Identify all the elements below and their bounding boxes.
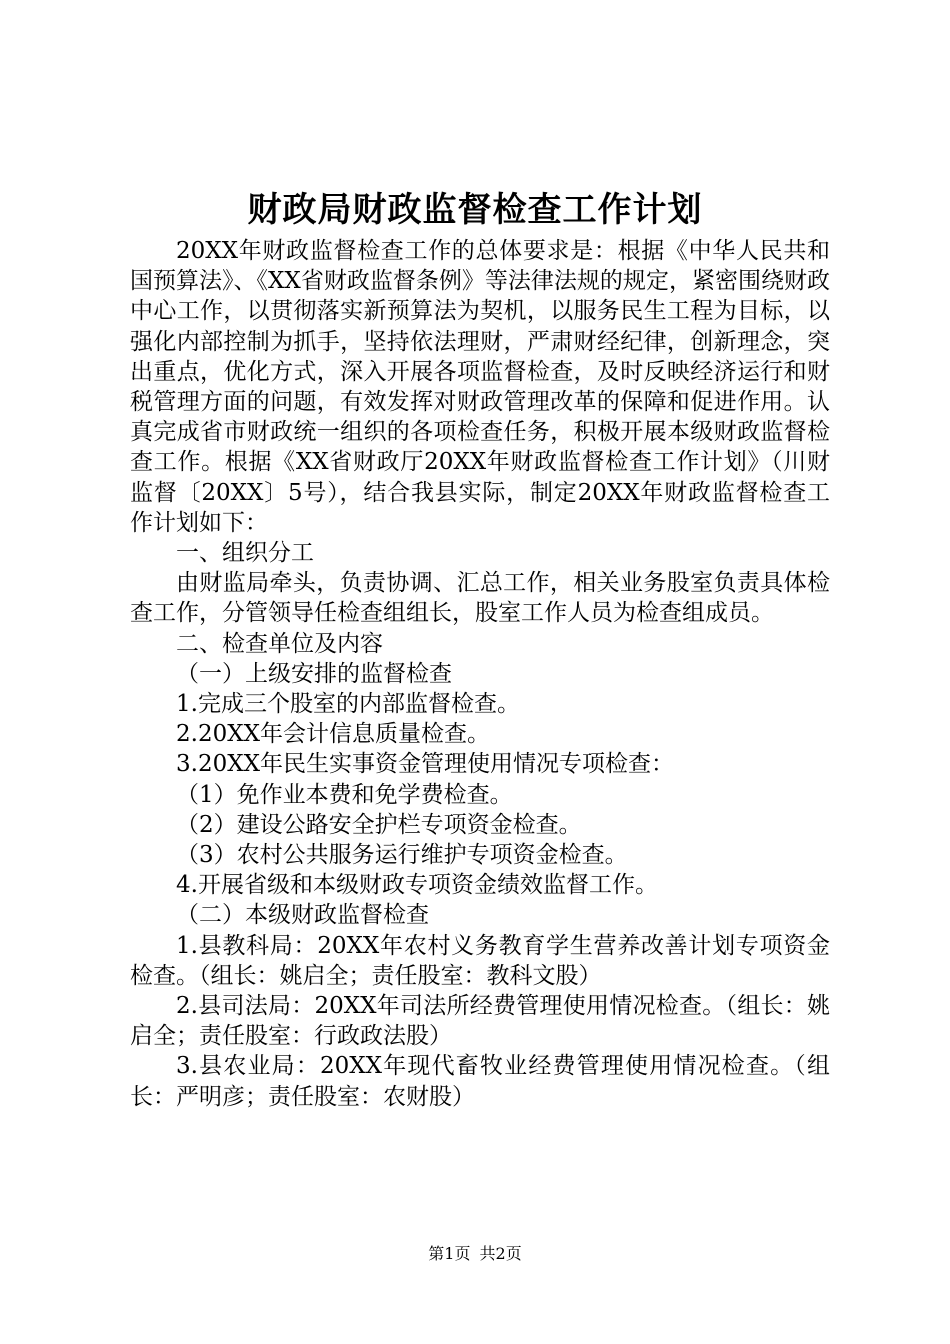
heading-organization: 一、组织分工 [176,540,314,567]
page-footer [0,1243,950,1265]
document-title: 财政局财政监督检查工作计划 [247,190,703,230]
subheading-local-inspection: （二）本级财政监督检查 [176,902,429,929]
heading-inspection-units: 二、检查单位及内容 [176,630,383,657]
paragraph-intro: 20XX年财政监督检查工作的总体要求是：根据《中华人民共和国预算法》、《XX省财政监督条例》等法律法规的规定，紧密围绕财政中心工作，以贯彻落实新预算法为契机，以服务民生工程为目标，以强化内部控制为抓手，坚持依法理财，严肃财经纪律，创新理念，突出重点，优化方式，深入开展各项监督检查，及时反映经济运行和财税管理方面的问题，有效发挥对财政管理改革的保障和促进作用。认真完成省市财政统一组织的各项检查任务，积极开展本级财政监督检查工作。根据《XX省财政厅20XX年财政监督检查工作计划》（川财监督〔20XX〕5号），结合我县实际，制定20XX年财政监督检查工作计划如下： [130,238,830,536]
list-item: 1.完成三个股室的内部监督检查。 [176,691,520,718]
list-item: （1）免作业本费和免学费检查。 [176,781,513,808]
list-item: 3.20XX年民生实事资金管理使用情况专项检查： [176,751,674,778]
list-item: 4.开展省级和本级财政专项资金绩效监督工作。 [176,872,658,899]
paragraph-organization: 由财监局牵头，负责协调、汇总工作，相关业务股室负责具体检查工作，分管领导任检查组组长，股室工作人员为检查组成员。 [130,570,830,627]
list-item: （3）农村公共服务运行维护专项资金检查。 [176,842,628,869]
list-item: （2）建设公路安全护栏专项资金检查。 [176,811,582,838]
list-item: 2.县司法局：20XX年司法所经费管理使用情况检查。（组长：姚启全；责任股室：行政政法股） [130,993,830,1050]
list-item: 3.县农业局：20XX年现代畜牧业经费管理使用情况检查。（组长：严明彦；责任股室：农财股） [130,1053,830,1110]
page-number-current: 第1页 [428,1244,471,1263]
page-number-total: 共2页 [479,1244,522,1263]
document-body [130,236,830,1112]
list-item: 1.县教科局：20XX年农村义务教育学生营养改善计划专项资金检查。（组长：姚启全；责任股室：教科文股） [130,932,830,989]
list-item: 2.20XX年会计信息质量检查。 [176,721,490,748]
subheading-superior-inspection: （一）上级安排的监督检查 [176,660,452,687]
